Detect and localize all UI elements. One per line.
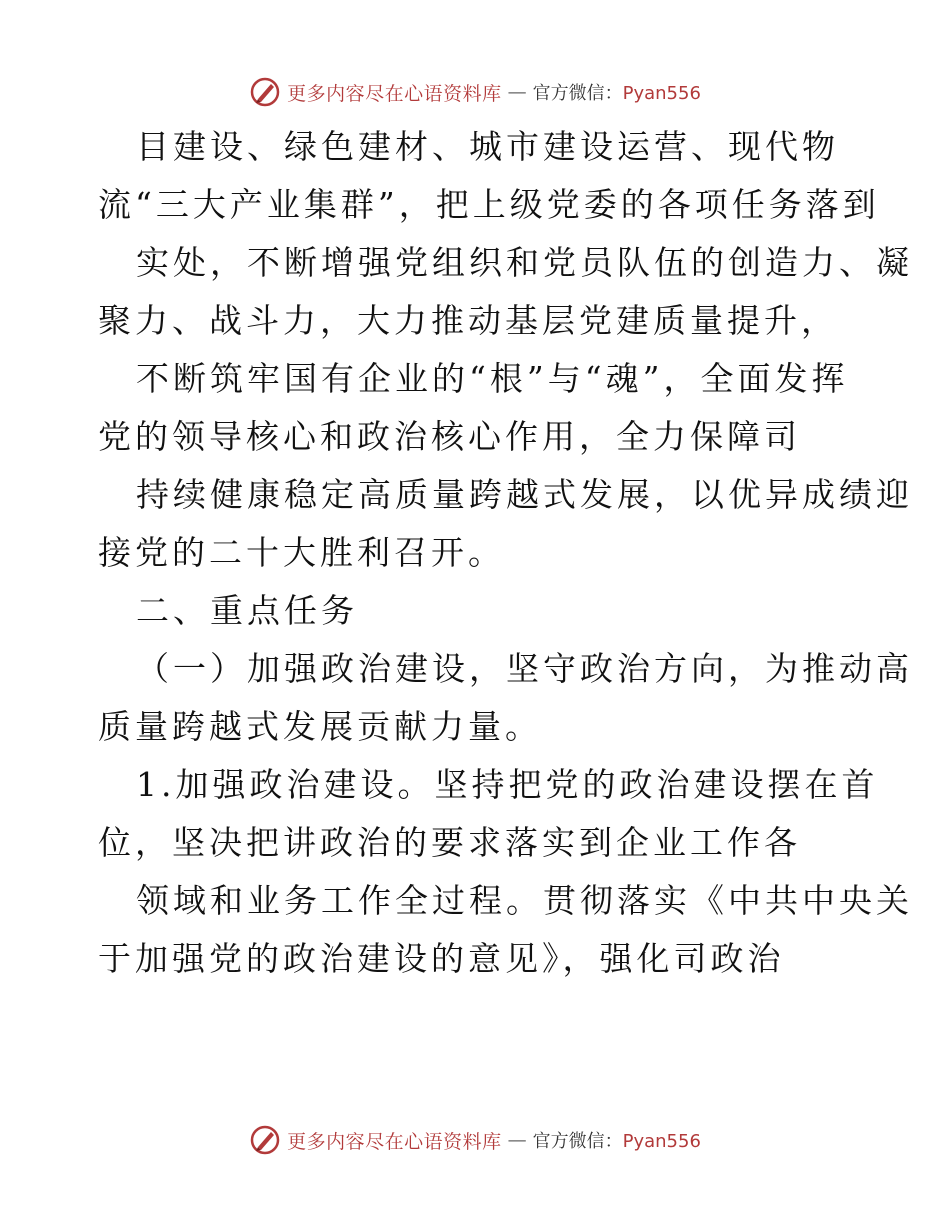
watermark-contact [533, 1127, 701, 1153]
body-line: 党的领导核心和政治核心作用，全力保障司 [98, 417, 801, 456]
body-line: 目建设、绿色建材、城市建设运营、现代物 [136, 127, 839, 166]
watermark-contact-id: Pyan556 [622, 1131, 701, 1152]
body-line: 不断筑牢国有企业的“根”与“魂”，全面发挥 [136, 359, 849, 398]
body-line: 聚力、战斗力，大力推动基层党建质量提升， [98, 301, 838, 340]
body-line: 接党的二十大胜利召开。 [98, 533, 505, 572]
subsection-heading: （一）加强政治建设，坚守政治方向，为推动高 [136, 649, 913, 688]
body-line: 位，坚决把讲政治的要求落实到企业工作各 [98, 823, 801, 862]
watermark-separator: — [507, 1129, 527, 1151]
body-line: 领域和业务工作全过程。贯彻落实《中共中央关 [136, 881, 913, 920]
body-line: 流“三大产业集群”，把上级党委的各项任务落到 [98, 185, 880, 224]
watermark-contact-id: Pyan556 [622, 83, 701, 104]
body-line: 于加强党的政治建设的意见》，强化司政治 [98, 939, 785, 978]
body-line: 1.加强政治建设。坚持把党的政治建设摆在首 [136, 765, 879, 804]
watermark-contact [533, 79, 701, 105]
watermark-contact-label: 官方微信： [532, 1131, 623, 1152]
footer-watermark [0, 1120, 950, 1160]
body-line: 持续健康稳定高质量跨越式发展，以优异成绩迎 [136, 475, 913, 514]
watermark-separator: — [507, 81, 527, 103]
body-line: 实处，不断增强党组织和党员队伍的创造力、凝 [136, 243, 913, 282]
watermark-main-text: 更多内容尽在心语资料库 [287, 82, 502, 105]
pen-logo-icon [249, 1124, 281, 1156]
watermark-main-text: 更多内容尽在心语资料库 [287, 1130, 502, 1153]
section-heading: 二、重点任务 [136, 591, 358, 630]
pen-logo-icon [249, 76, 281, 108]
watermark-contact-label: 官方微信： [532, 83, 623, 104]
header-watermark [0, 72, 950, 112]
body-line: 质量跨越式发展贡献力量。 [98, 707, 542, 746]
